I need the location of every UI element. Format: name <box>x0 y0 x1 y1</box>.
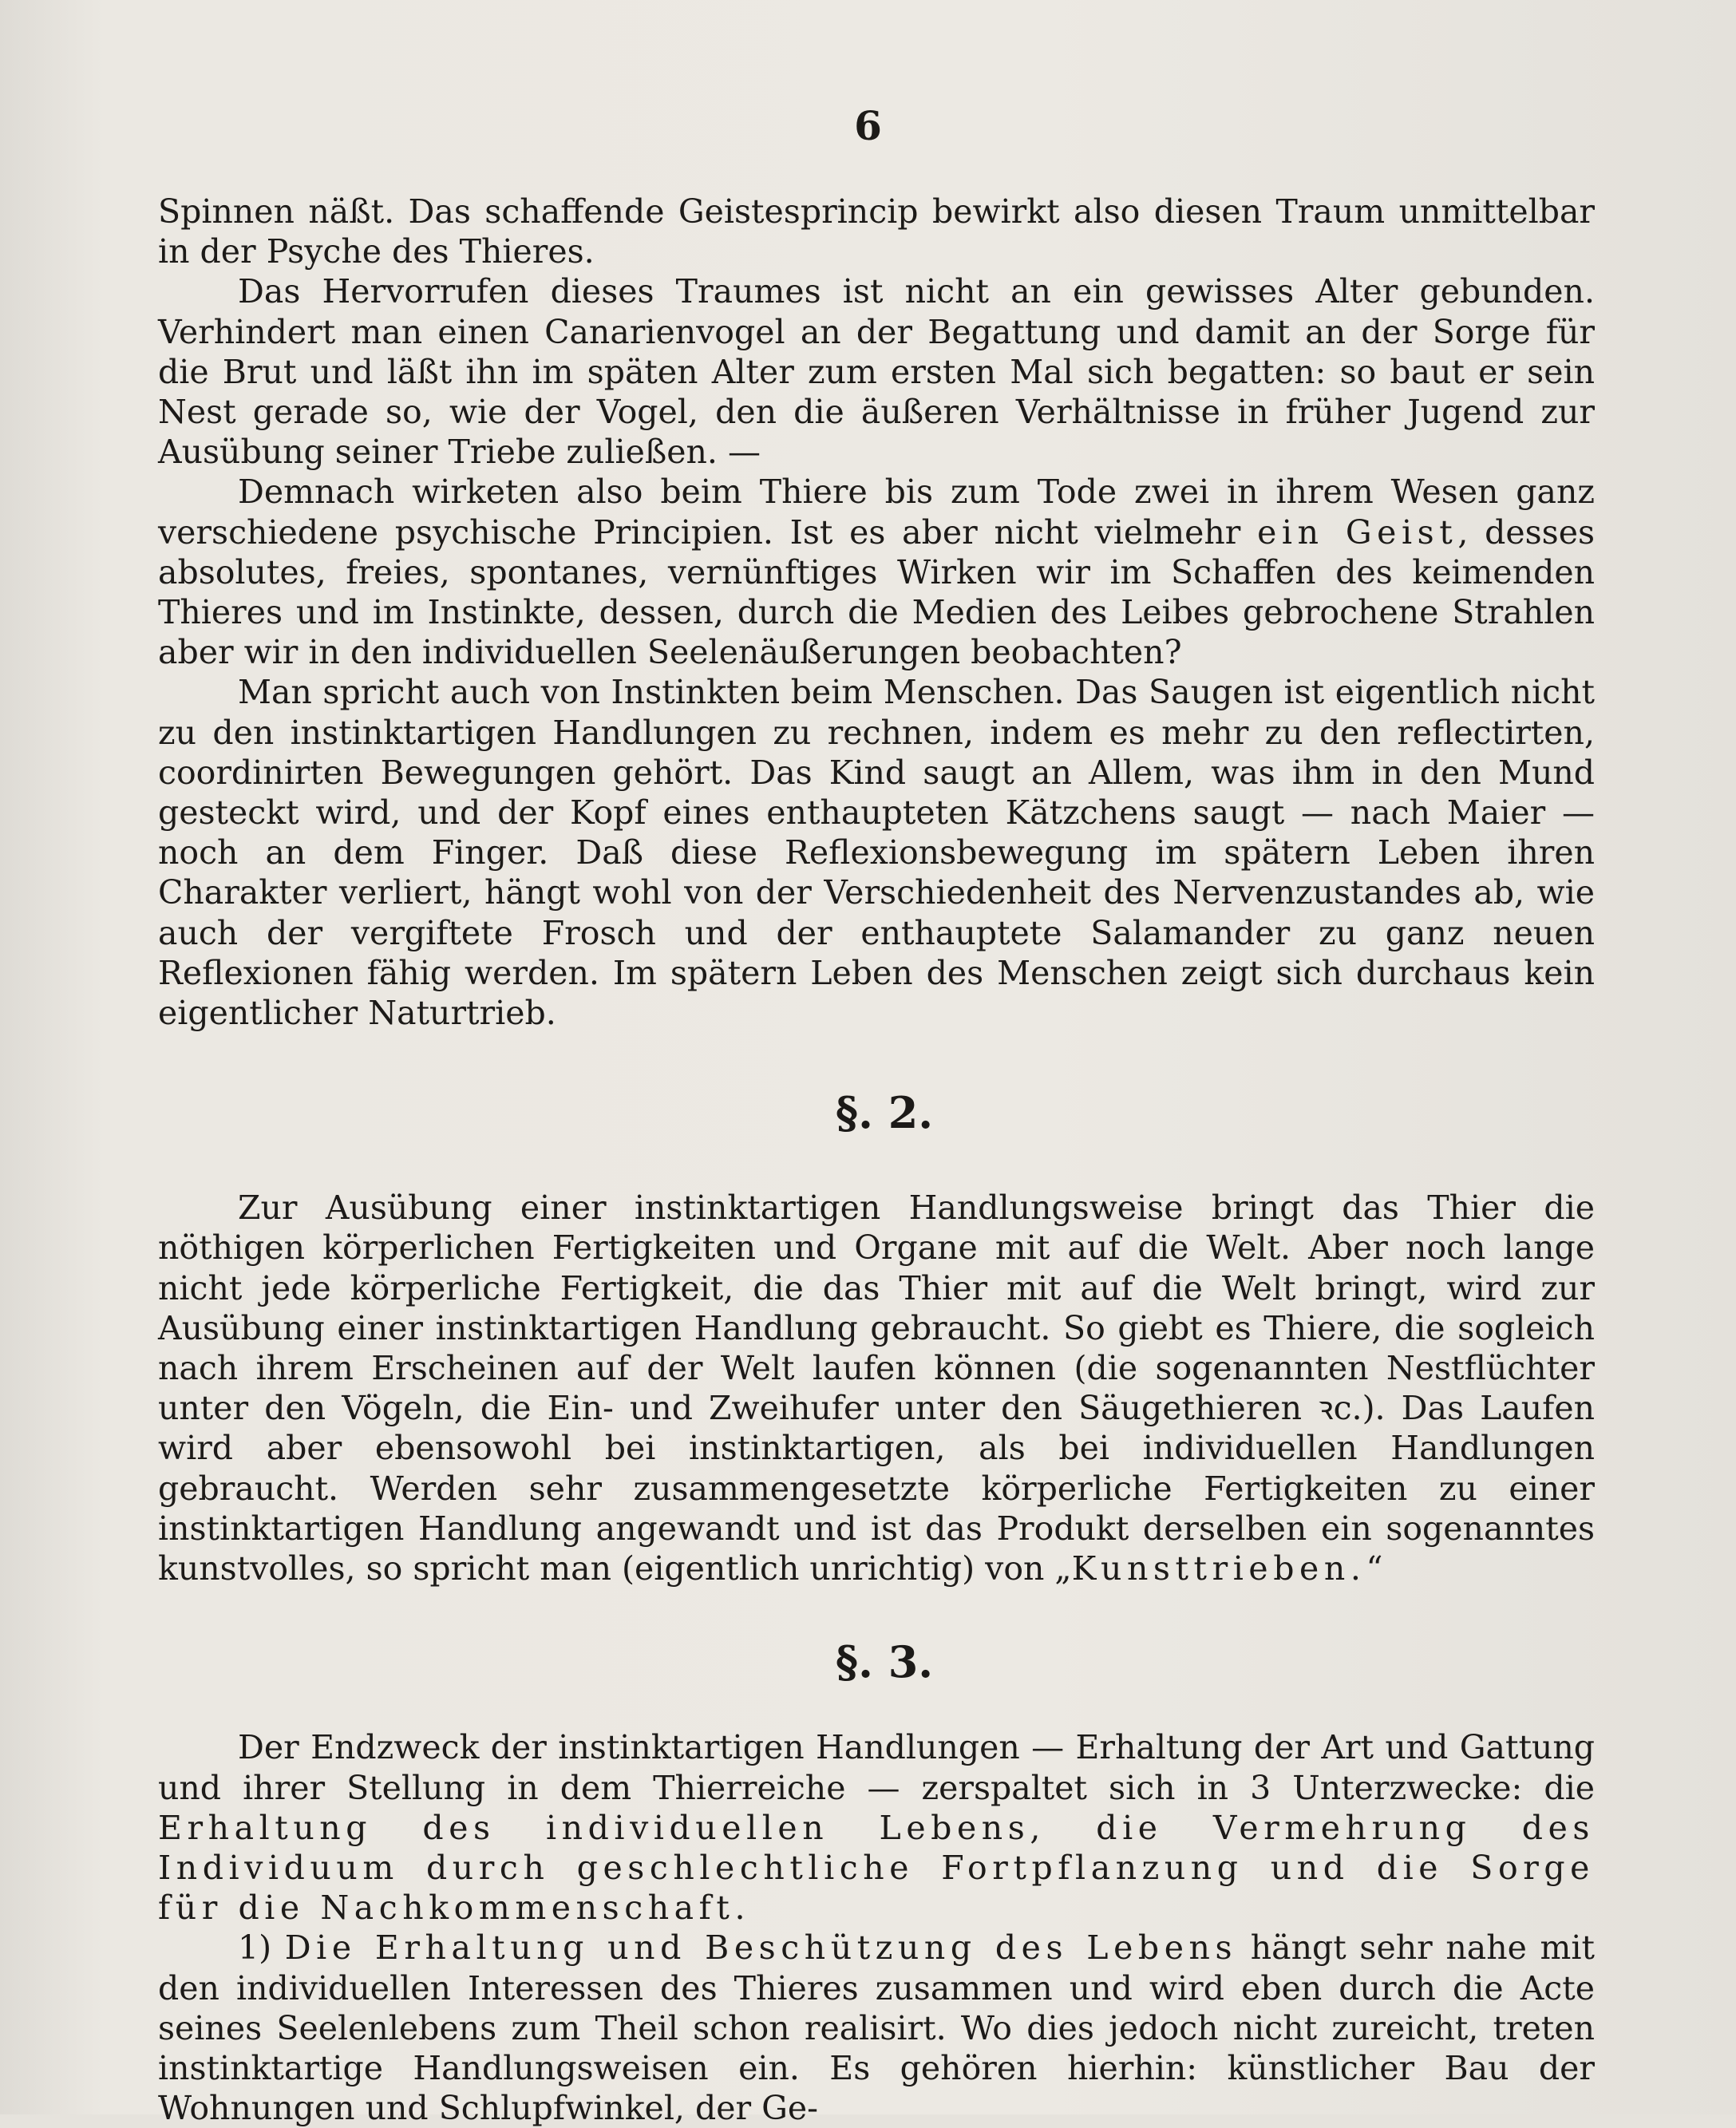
paragraph-canary-example: Das Hervorrufen dieses Traumes ist nicht an ein gewisses Alter gebunden. Verhindert man einen Canarienvogel an der Begattung und damit an der Sorge für die Brut und läßt ihn im späten Alter zum ersten Mal sich begatten: so baut er sein Nest gerade so, wie der Vogel, den die äußeren Verhältnisse in früher Jugend zur Ausübung seiner Triebe zuließen. — <box>158 272 1595 472</box>
paragraph-psychic-principles <box>158 472 1595 672</box>
text-column <box>158 192 1595 2128</box>
text-segment: Der Endzweck der instinktartigen Handlungen — Erhaltung der Art und Gattung und ihrer Stellung in dem Thierreiche — zerspaltet sich in 3 Unterzwecke: die <box>158 1728 1595 1807</box>
spaced-emphasis: Die Erhaltung und Beschützung des Lebens <box>284 1928 1238 1968</box>
list-number: 1) <box>238 1928 285 1968</box>
text-segment: hängt sehr nahe mit den individuellen Interessen des Thieres zusammen und wird eben durch die Acte seines Seelenlebens zum Theil schon realisirt. Wo dies jedoch nicht zureicht, treten instinktartige Handlungsweisen ein. Es gehören hierhin: künstlicher Bau der Wohnungen und Schlupfwinkel, der Ge- <box>158 1928 1596 2128</box>
section-heading-3: §. 3. <box>835 1636 934 1688</box>
text-segment: Demnach wirketen also beim Thiere bis zum Tode zwei in ihrem Wesen ganz verschiedene psychische Principien. Ist es aber nicht vielmehr <box>158 473 1595 552</box>
paragraph-end-purpose <box>158 1727 1595 1928</box>
text-segment: “ <box>1366 1549 1383 1588</box>
spaced-emphasis: Kunsttrieben. <box>1071 1549 1366 1588</box>
text-segment: , desses absolutes, freies, spontanes, vernünftiges Wirken wir im Schaffen des keimenden Thieres und im Instinkte, dessen, durch die Medien des Leibes gebrochene Strahlen aber wir in den individuellen Seelenäußerungen beobachten? <box>158 512 1595 672</box>
spaced-emphasis: ein Geist <box>1257 512 1458 552</box>
section-heading-2: §. 2. <box>835 1087 934 1139</box>
text-segment: Zur Ausübung einer instinktartigen Handlungsweise bringt das Thier die nöthigen körperlichen Fertigkeiten und Organe mit auf die Welt. Aber noch lange nicht jede körperliche Fertigkeit, die das Thier mit auf die Welt bringt, wird zur Ausübung einer instinktartigen Handlung gebraucht. So giebt es Thiere, die sogleich nach ihrem Erscheinen auf der Welt laufen können (die sogenannten Nestflüchter unter den Vögeln, die Ein- und Zweihufer unter den Säugethieren ꝛc.). Das Laufen wird aber ebensowohl bei instinktartigen, als bei individuellen Handlungen gebraucht. Werden sehr zusammengesetzte körperliche Fertigkeiten zu einer instinktartigen Handlung angewandt und ist das Produkt derselben ein sogenanntes kunstvolles, so spricht man (eigentlich unrichtig) von „ <box>158 1189 1595 1588</box>
spaced-emphasis: Erhaltung des individuellen Lebens, die Vermehrung des Individuum durch geschlechtliche Fortpflanzung und die Sorge für die Nachkommenschaft. <box>158 1808 1595 1928</box>
paragraph-human-instincts: Man spricht auch von Instinkten beim Menschen. Das Saugen ist eigentlich nicht zu den instinktartigen Handlungen zu rechnen, indem es mehr zu den reflectirten, coordinirten Bewegungen gehört. Das Kind saugt an Allem, was ihm in den Mund gesteckt wird, und der Kopf eines enthaupteten Kätzchens saugt — nach Maier — noch an dem Finger. Daß diese Reflexionsbewegung im spätern Leben ihren Charakter verliert, hängt wohl von der Verschiedenheit des Nervenzustandes ab, wie auch der vergiftete Frosch und der enthauptete Salamander zu ganz neuen Reflexionen fähig werden. Im spätern Leben des Menschen zeigt sich durchaus kein eigentlicher Naturtrieb. <box>158 673 1595 1033</box>
page-number: 6 <box>854 102 882 149</box>
paragraph-preservation-of-life <box>158 1928 1595 2128</box>
paragraph-continuation: Spinnen näßt. Das schaffende Geistesprincip bewirkt also diesen Traum unmittelbar in der Psyche des Thieres. <box>158 192 1595 271</box>
paragraph-bodily-skills <box>158 1188 1595 1588</box>
